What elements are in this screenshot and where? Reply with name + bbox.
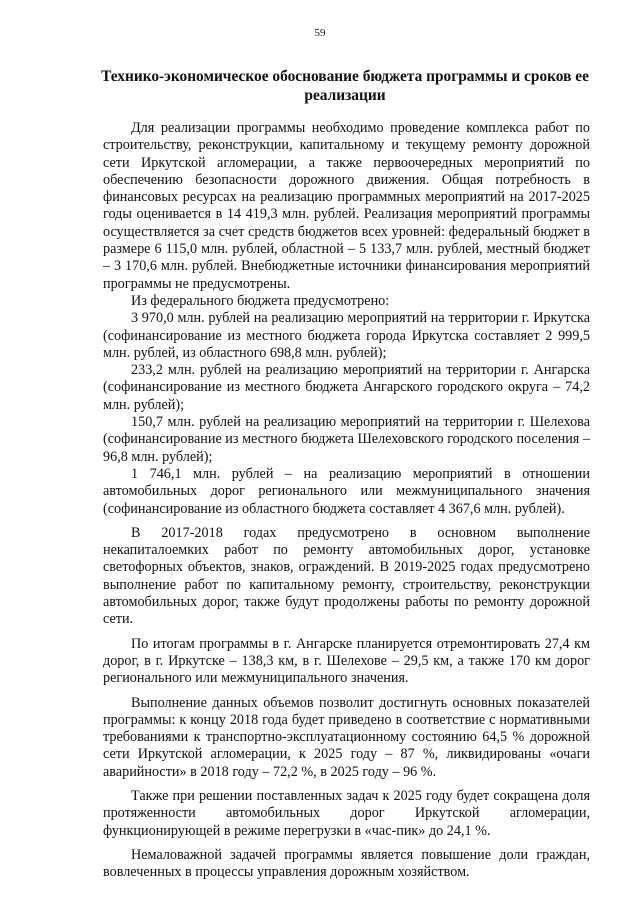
paragraph-work-schedule: В 2017-2018 годах предусмотрено в основном выполнение некапиталоемких работ по ремонту автомобильных дорог, установке светофорных объектов, знаков, ограждений. В 2019-2025 годах предусмотрено выполнение работ по капитальному ремонту, строительству, реконструкции автомобильных дорог, также будут продолжены работы по ремонту дорожной сети. [103, 524, 590, 628]
paragraph-federal-intro: Из федерального бюджета предусмотрено: [131, 292, 390, 309]
page-title: Технико-экономическое обоснование бюджета программы и сроков ее реализации [101, 68, 589, 104]
page-number: 59 [314, 27, 326, 39]
paragraph-shelekhov: 150,7 млн. рублей на реализацию мероприятий на территории г. Шелехова (софинансирование из местного бюджета Шелеховского городского поселения – 96,8 млн. рублей); [103, 414, 590, 465]
body-text [103, 120, 590, 881]
paragraph-results: По итогам программы в г. Ангарске планируется отремонтировать 27,4 км дорог, в г. Иркутске – 138,3 км, в г. Шелехове – 29,5 км, а также 170 км дорог регионального или межмуниципального значения. [103, 635, 590, 687]
paragraph-regional-roads: 1 746,1 млн. рублей – на реализацию мероприятий в отношении автомобильных дорог регионального или межмуниципального значения (софинансирование из областного бюджета составляет 4 367,6 млн. рублей). [103, 465, 590, 517]
paragraph-congestion: Также при решении поставленных задач к 2025 году будет сокращена доля протяженности автомобильных дорог Иркутской агломерации, функционирующей в режиме перегрузки в «час-пик» до 24,1 %. [103, 787, 590, 839]
paragraph-citizen-involvement: Немаловажной задачей программы является повышение доли граждан, вовлеченных в процессы управления дорожным хозяйством. [103, 846, 590, 881]
paragraph-funding-overview: Для реализации программы необходимо проведение комплекса работ по строительству, реконструкции, капитальному и текущему ремонту дорожной сети Иркутской агломерации, а также первоочередных мероприятий по обеспечению безопасности дорожного движения. Общая потребность в финансовых ресурсах на реализацию программных мероприятий на 2017-2025 годы оценивается в 14 419,3 млн. рублей. Реализация мероприятий программы осуществляется за счет средств бюджетов всех уровней: федеральный бюджет в размере 6 115,0 млн. рублей, областной – 5 133,7 млн. рублей, местный бюджет – 3 170,6 млн. рублей. Внебюджетные источники финансирования мероприятий программы не предусмотрены. [103, 120, 590, 292]
paragraph-angarsk: 233,2 млн. рублей на реализацию мероприятий на территории г. Ангарска (софинансирование из местного бюджета Ангарского городского округа – 74,2 млн. рублей); [103, 362, 590, 413]
paragraph-indicators: Выполнение данных объемов позволит достигнуть основных показателей программы: к концу 2018 года будет приведено в соответствие с нормативными требованиями к транспортно-эксплуатационному состоянию 64,5 % дорожной сети Иркутской агломерации, к 2025 году – 87 %, ликвидированы «очаги аварийности» в 2018 году – 72,2 %, в 2025 году – 96 %. [103, 694, 590, 780]
paragraph-irkutsk: 3 970,0 млн. рублей на реализацию мероприятий на территории г. Иркутска (софинансирование из местного бюджета города Иркутска составляет 2 999,5 млн. рублей, из областного 698,8 млн. рублей); [103, 310, 590, 361]
